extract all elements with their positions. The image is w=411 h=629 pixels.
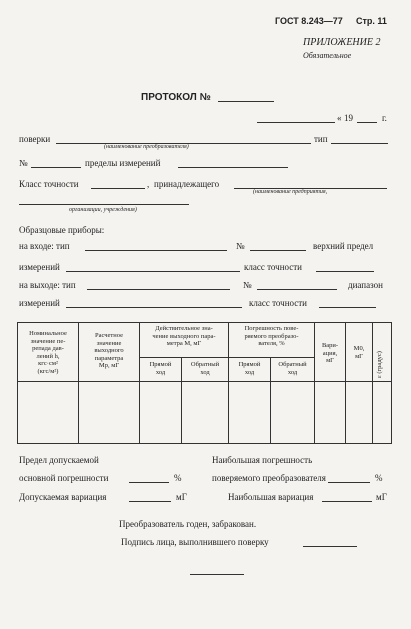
verification-label: поверки xyxy=(19,134,51,144)
date-quote: « xyxy=(337,113,342,123)
accuracy-line[interactable] xyxy=(91,188,145,189)
output-measure-line[interactable] xyxy=(66,307,242,308)
col-calculated-header: Расчетное значение выходного параметра Mр, мГ xyxy=(94,332,124,369)
enterprise-caption: (наименование предприятия, xyxy=(253,189,328,195)
date-day-month-line[interactable] xyxy=(257,122,335,123)
organization-line[interactable] xyxy=(19,204,189,205)
limit-percent: % xyxy=(174,473,182,483)
belongs-label: принадлежащего xyxy=(154,179,220,189)
signature-line-1[interactable] xyxy=(303,546,357,547)
output-measure-label: измерений xyxy=(19,298,60,308)
accuracy-comma: , xyxy=(147,179,150,189)
output-number-label: № xyxy=(243,280,252,290)
col-actual-reverse: Обратный ход xyxy=(190,361,220,376)
input-number-line[interactable] xyxy=(250,250,306,251)
input-number-label: № xyxy=(236,241,245,251)
largest-error-line[interactable] xyxy=(328,482,370,483)
input-measure-line[interactable] xyxy=(66,271,240,272)
number-label: № xyxy=(19,158,28,168)
output-class-line[interactable] xyxy=(319,307,376,308)
largest-error-label-1: Наибольшая погрешность xyxy=(212,455,313,465)
number-line[interactable] xyxy=(31,167,81,168)
output-type-label: на выходе: тип xyxy=(19,280,76,290)
year-suffix: г. xyxy=(382,113,387,123)
input-class-line[interactable] xyxy=(316,271,374,272)
largest-variation-unit: мГ xyxy=(376,492,387,502)
col-epsilon-header: ε (градус) xyxy=(376,351,383,378)
type-line[interactable] xyxy=(331,143,388,144)
input-class-label: класс точности xyxy=(244,262,302,272)
variation-label: Допускаемая вариация xyxy=(19,492,107,502)
page-number: Стр. 11 xyxy=(356,16,387,26)
col-nominal-header: Номинальное значение пе- репада дав- лений h, кгс·см² (кгс/м²) xyxy=(29,330,67,375)
appendix-subtitle: Обязательное xyxy=(303,51,352,60)
accuracy-label: Класс точности xyxy=(19,179,79,189)
col-error-reverse: Обратный ход xyxy=(278,361,307,376)
organization-caption: организации, учреждения) xyxy=(69,207,137,213)
col-m0-header: M0, мГ xyxy=(353,345,365,360)
range-label: диапазон xyxy=(348,280,383,290)
limit-line[interactable] xyxy=(129,482,169,483)
output-class-label: класс точности xyxy=(249,298,307,308)
output-type-line[interactable] xyxy=(87,289,230,290)
type-label: тип xyxy=(314,134,328,144)
limits-line[interactable] xyxy=(178,167,288,168)
variation-unit: мГ xyxy=(176,492,187,502)
upper-limit-label: верхний предел xyxy=(313,241,374,251)
limits-label: пределы измерений xyxy=(85,158,161,168)
col-variation-header: Вари- ация, мГ xyxy=(321,342,339,364)
largest-variation-label: Наибольшая вариация xyxy=(228,492,314,502)
limit-label-2: основной погрешности xyxy=(19,473,109,483)
largest-error-percent: % xyxy=(375,473,383,483)
verdict-text: Преобразователь годен, забракован. xyxy=(119,519,257,529)
protocol-title: ПРОТОКОЛ № xyxy=(141,92,211,103)
col-error-forward: Прямой ход xyxy=(238,361,261,376)
signature-label: Подпись лица, выполнившего поверку xyxy=(121,537,269,547)
col-actual-forward: Прямой ход xyxy=(149,361,172,376)
standard-number: ГОСТ 8.243—77 xyxy=(275,16,343,26)
variation-line[interactable] xyxy=(129,501,171,502)
col-error-group-header: Погрешность пове- ряемого преобразо- вателя, % xyxy=(244,325,299,347)
signature-line-2[interactable] xyxy=(190,574,244,575)
year-prefix: 19 xyxy=(344,113,353,123)
input-type-line[interactable] xyxy=(85,250,227,251)
largest-error-label-2: поверяемого преобразователя xyxy=(212,473,326,483)
output-number-line[interactable] xyxy=(257,289,337,290)
col-actual-group-header: Действительное зна- чение выходного пара- метра M, мГ xyxy=(152,325,216,347)
year-line[interactable] xyxy=(357,122,377,123)
input-measure-label: измерений xyxy=(19,262,60,272)
verification-caption: (наименование преобразователя) xyxy=(104,144,189,150)
appendix-title: ПРИЛОЖЕНИЕ 2 xyxy=(303,37,381,48)
reference-title: Образцовые приборы: xyxy=(19,225,105,235)
protocol-number-line[interactable] xyxy=(218,101,274,102)
largest-variation-line[interactable] xyxy=(322,501,372,502)
limit-label-1: Предел допускаемой xyxy=(19,455,99,465)
input-type-label: на входе: тип xyxy=(19,241,70,251)
